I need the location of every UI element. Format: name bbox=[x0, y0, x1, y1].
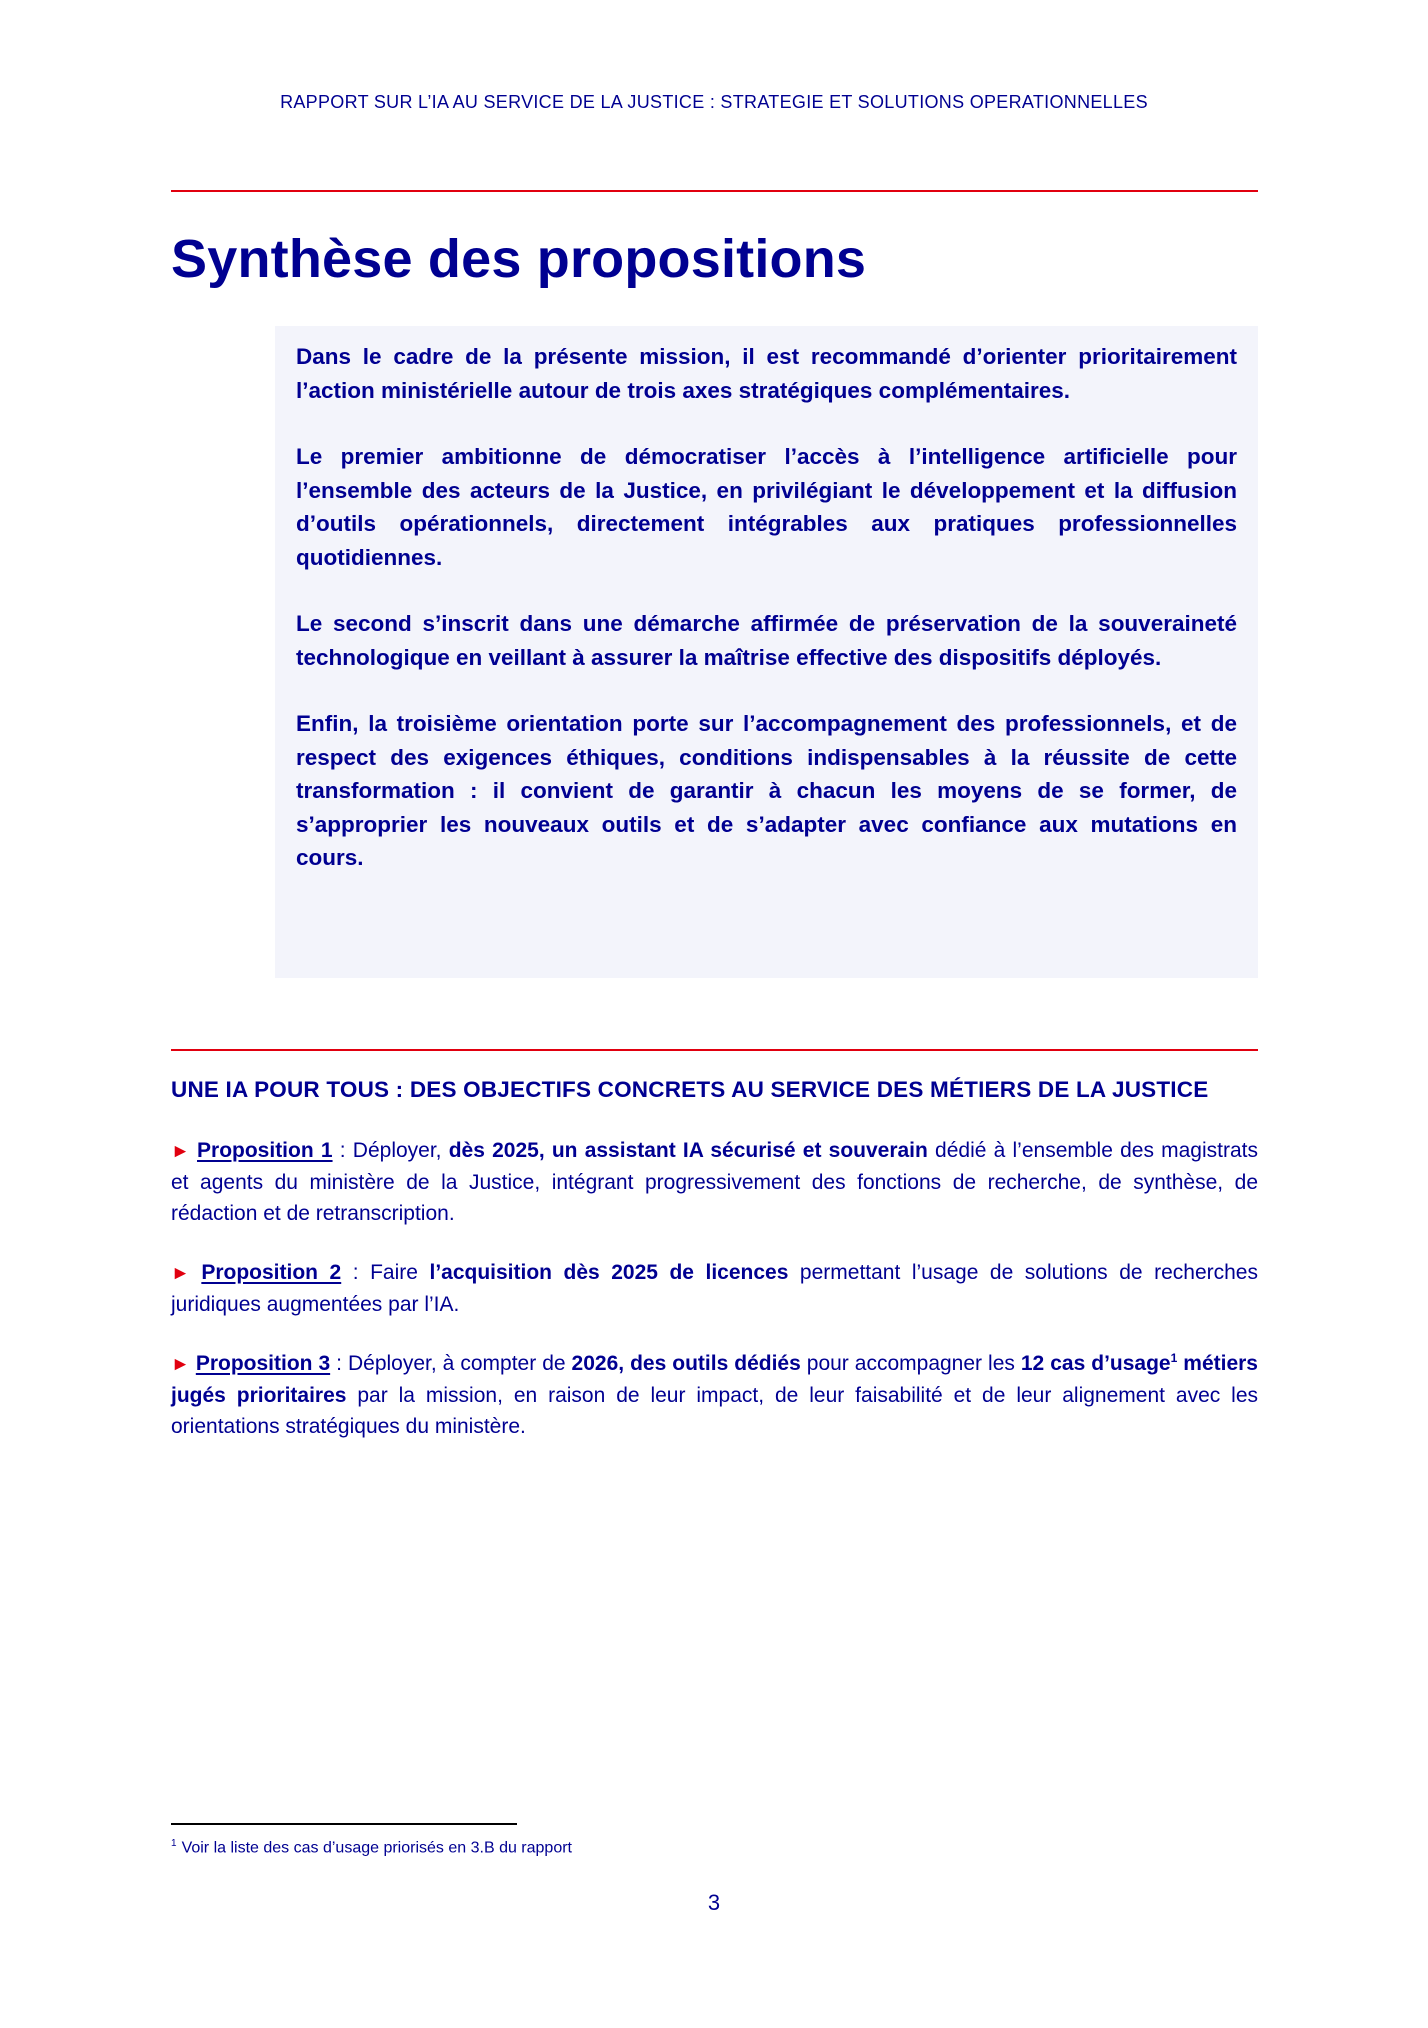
proposal-1 bbox=[171, 1135, 1258, 1229]
proposal-3-text-b: pour accompagner les bbox=[800, 1352, 1021, 1375]
proposal-2-separator: : bbox=[341, 1261, 371, 1284]
footnote-divider bbox=[171, 1823, 517, 1825]
proposal-1-text-b: dédié à l’ensemble des magistrats et agents du ministère de la Justice, intégrant progressivement des fonctions de recherche, de synthèse, de rédaction et de retranscription. bbox=[171, 1139, 1258, 1225]
proposal-2-emphasis: l’acquisition dès 2025 de licences bbox=[429, 1261, 789, 1284]
proposals-list bbox=[171, 1135, 1258, 1470]
synthesis-paragraph-intro: Dans le cadre de la présente mission, il est recommandé d’orienter prioritairement l’action ministérielle autour de trois axes stratégiques complémentaires. bbox=[296, 344, 1237, 403]
synthesis-paragraph-first-axis: Le premier ambitionne de démocratiser l’accès à l’intelligence artificielle pour l’ensemble des acteurs de la Justice, en privilégiant le développement et la diffusion d’outils opérationnels, directement intégrables aux pratiques professionnelles quotidiennes. bbox=[296, 444, 1237, 570]
proposal-3-text-a: Déployer, à compter de bbox=[347, 1352, 572, 1375]
proposal-3-emphasis-a: 2026, des outils dédiés bbox=[571, 1352, 801, 1375]
page-title: Synthèse des propositions bbox=[171, 229, 867, 289]
proposal-3-text-c: par la mission, en raison de leur impact, de leur faisabilité et de leur alignement avec les orientations stratégiques du ministère. bbox=[171, 1384, 1259, 1438]
section-heading: UNE IA POUR TOUS : DES OBJECTIFS CONCRETS AU SERVICE DES MÉTIERS DE LA JUSTICE bbox=[171, 1077, 1209, 1102]
proposal-2-text-a: Faire bbox=[370, 1261, 430, 1284]
proposal-3 bbox=[171, 1348, 1258, 1442]
proposal-3-emphasis-b: 12 cas d’usage bbox=[1020, 1352, 1171, 1375]
section-divider bbox=[171, 1049, 1258, 1051]
proposal-1-label: Proposition 1 bbox=[197, 1139, 333, 1162]
footnote bbox=[171, 1838, 572, 1857]
header-divider bbox=[171, 190, 1258, 192]
footnote-mark: 1 bbox=[171, 1838, 177, 1849]
proposal-3-label: Proposition 3 bbox=[195, 1352, 331, 1375]
proposal-1-emphasis: dès 2025, un assistant IA sécurisé et souverain bbox=[448, 1139, 928, 1162]
proposal-3-separator: : bbox=[330, 1352, 348, 1375]
arrow-right-icon: ► bbox=[171, 1263, 190, 1284]
footnote-text: Voir la liste des cas d’usage priorisés en 3.B du rapport bbox=[181, 1839, 572, 1857]
running-header: RAPPORT SUR L’IA AU SERVICE DE LA JUSTICE : STRATEGIE ET SOLUTIONS OPERATIONNELLES bbox=[280, 92, 1148, 112]
synthesis-box bbox=[275, 326, 1258, 978]
arrow-right-icon: ► bbox=[171, 1141, 190, 1162]
page-number: 3 bbox=[707, 1890, 721, 1915]
proposal-1-separator: : bbox=[332, 1139, 353, 1162]
footnote-reference[interactable]: 1 bbox=[1170, 1351, 1178, 1365]
arrow-right-icon: ► bbox=[171, 1354, 190, 1375]
proposal-1-text-a: Déployer, bbox=[352, 1139, 449, 1162]
proposal-2 bbox=[171, 1257, 1258, 1320]
synthesis-paragraph-second-axis: Le second s’inscrit dans une démarche affirmée de préservation de la souveraineté technologique en veillant à assurer la maîtrise effective des dispositifs déployés. bbox=[296, 611, 1237, 670]
proposal-2-text-b: permettant l’usage de solutions de recherches juridiques augmentées par l’IA. bbox=[171, 1261, 1258, 1316]
proposal-2-label: Proposition 2 bbox=[201, 1261, 342, 1284]
synthesis-paragraph-third-axis: Enfin, la troisième orientation porte sur l’accompagnement des professionnels, et de respect des exigences éthiques, conditions indispensables à la réussite de cette transformation : il convient de garantir à chacun les moyens de se former, de s’approprier les nouveaux outils et de s’adapter avec confiance aux mutations en cours. bbox=[296, 711, 1237, 870]
proposal-3-emphasis-c: métiers jugés prioritaires bbox=[171, 1352, 1258, 1407]
